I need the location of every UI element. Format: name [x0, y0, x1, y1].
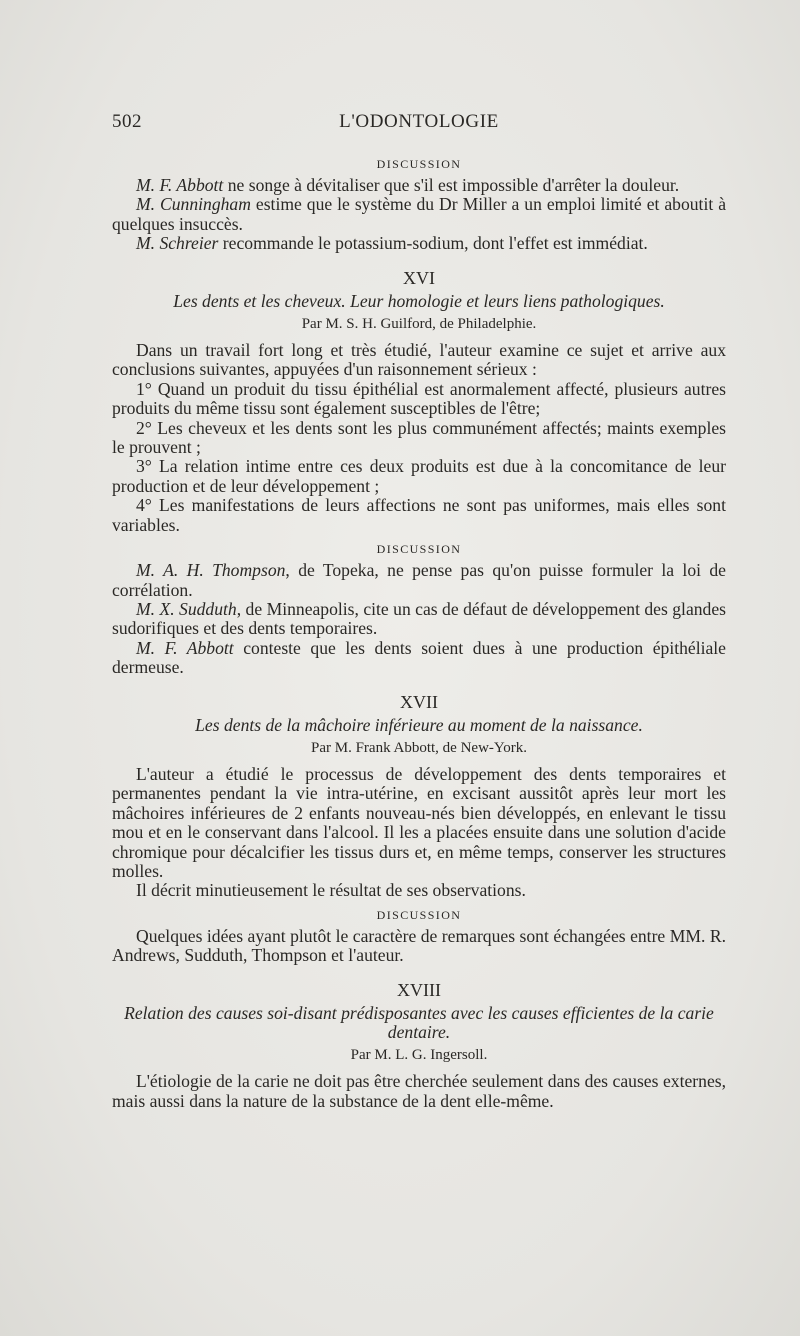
speaker-name: M. X. Sudduth	[136, 598, 237, 619]
paragraph-text: ne songe à dévitaliser que s'il est impossible d'arrêter la douleur.	[223, 175, 680, 195]
page-content	[112, 112, 726, 1111]
discussion-paragraph	[112, 561, 726, 600]
speaker-name: M. F. Abbott	[136, 637, 234, 658]
article-byline: Par M. Frank Abbott, de New-York.	[311, 739, 527, 756]
paragraph-text: , de Minneapolis, cite un cas de défaut de développement des glandes sudorifiques et des dents temporaires.	[112, 598, 726, 639]
running-title: L'ODONTOLOGIE	[339, 111, 499, 132]
body-paragraph: 2° Les cheveux et les dents sont les plus communément affectés; maints exemples le prouvent ;	[112, 417, 726, 458]
article-title: Relation des causes soi-disant prédisposantes avec les causes efficientes de la carie dentaire.	[124, 1002, 714, 1042]
paragraph-text: conteste que les dents soient dues à une production épithéliale dermeuse.	[112, 637, 726, 678]
discussion-paragraph	[112, 639, 726, 678]
article-numeral: XVII	[400, 691, 438, 712]
speaker-name: M. Schreier	[136, 233, 219, 254]
speaker-name: M. A. H. Thompson	[136, 560, 286, 581]
article-title: Les dents de la mâchoire inférieure au moment de la naissance.	[195, 714, 643, 735]
discussion-paragraph	[112, 234, 726, 253]
discussion-heading: DISCUSSION	[376, 542, 462, 557]
body-paragraph: L'auteur a étudié le processus de développement des dents temporaires et permanentes pendant la vie intra-utérine, en excisant aussitôt après leur mort les mâchoires inférieures de 2 enfants nouveau-nés bien développés, en enlevant le tissu mou et en le conservant dans l'alcool. Il les a placées ensuite dans une solution d'acide chromique pour décalcifier les tissus durs et, en même temps, conserver les structures molles.	[112, 763, 726, 881]
discussion-heading: DISCUSSION	[376, 157, 462, 171]
discussion-paragraph	[112, 176, 726, 195]
body-paragraph: 4° Les manifestations de leurs affections ne sont pas uniformes, mais elles sont variables.	[112, 495, 726, 535]
body-paragraph: 3° La relation intime entre ces deux produits est due à la concomitance de leur production et de leur développement ;	[112, 456, 726, 496]
article-title: Les dents et les cheveux. Leur homologie et leurs liens pathologiques.	[173, 290, 665, 311]
article-byline: Par M. S. H. Guilford, de Philadelphie.	[301, 316, 537, 333]
body-paragraph: L'étiologie de la carie ne doit pas être cherchée seulement dans des causes externes, mais aussi dans la nature de la substance de la dent elle-même.	[112, 1071, 726, 1111]
discussion-heading: DISCUSSION	[376, 907, 462, 922]
article-numeral: XVIII	[397, 979, 441, 1000]
article-byline: Par M. L. G. Ingersoll.	[350, 1047, 488, 1064]
speaker-name: M. F. Abbott	[136, 175, 224, 195]
body-paragraph: 1° Quand un produit du tissu épithélial est anormalement affecté, plusieurs autres produits du même tissu sont également susceptibles de l'être;	[112, 378, 726, 419]
paragraph-text: , de Topeka, ne pense pas qu'on puisse formuler la loi de corrélation.	[112, 560, 726, 600]
discussion-paragraph: Quelques idées ayant plutôt le caractère de remarques sont échangées entre MM. R. Andrews, Sudduth, Thompson et l'auteur.	[112, 925, 726, 966]
body-paragraph: Dans un travail fort long et très étudié, l'auteur examine ce sujet et arrive aux conclusions suivantes, appuyées d'un raisonnement sérieux :	[112, 340, 726, 380]
discussion-paragraph	[112, 600, 726, 639]
discussion-paragraph	[112, 195, 726, 234]
page-header	[112, 112, 726, 142]
page-number: 502	[112, 111, 142, 132]
body-paragraph: Il décrit minutieusement le résultat de ses observations.	[136, 880, 526, 901]
paragraph-text: estime que le système du Dr Miller a un emploi limité et aboutit à quelques insuccès.	[112, 194, 727, 234]
paragraph-text: recommande le potassium-sodium, dont l'effet est immédiat.	[218, 233, 648, 254]
speaker-name: M. Cunningham	[136, 194, 251, 215]
article-numeral: XVI	[403, 267, 435, 288]
